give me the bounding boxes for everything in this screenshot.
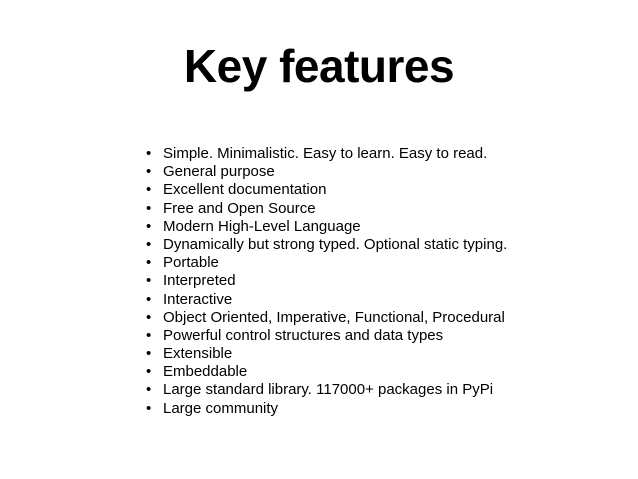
bullet-icon: • <box>146 235 152 253</box>
list-item <box>146 381 507 399</box>
bullet-icon: • <box>146 163 152 181</box>
list-item-text: Excellent documentation <box>163 181 327 199</box>
bullet-icon: • <box>146 254 152 272</box>
list-item-text: Modern High-Level Language <box>163 217 361 235</box>
bullet-icon: • <box>146 272 152 290</box>
list-item-text: Dynamically but strong typed. Optional static typing. <box>163 235 508 253</box>
list-item-text: Simple. Minimalistic. Easy to learn. Easy to read. <box>163 145 488 162</box>
list-item-text: Extensible <box>163 345 233 363</box>
list-item-text: Portable <box>163 254 219 272</box>
list-item-text: Powerful control structures and data types <box>163 326 444 344</box>
list-item <box>146 163 507 181</box>
list-item <box>146 400 507 418</box>
list-item <box>146 236 507 254</box>
bullet-icon: • <box>146 308 152 326</box>
list-item-text: General purpose <box>163 163 275 181</box>
bullet-icon: • <box>146 363 152 381</box>
bullet-list <box>146 145 507 418</box>
list-item <box>146 218 507 236</box>
list-item <box>146 327 507 345</box>
list-item-text: Free and Open Source <box>163 199 316 217</box>
list-item-text: Interactive <box>163 290 233 308</box>
list-item-text: Embeddable <box>163 363 248 381</box>
bullet-icon: • <box>146 399 152 417</box>
list-item <box>146 200 507 218</box>
list-item <box>146 363 507 381</box>
list-item <box>146 254 507 272</box>
bullet-icon: • <box>146 181 152 199</box>
list-item <box>146 309 507 327</box>
list-item <box>146 345 507 363</box>
list-item <box>146 291 507 309</box>
list-item-text: Large community <box>163 399 279 417</box>
list-item-text: Object Oriented, Imperative, Functional, Procedural <box>163 308 505 326</box>
bullet-icon: • <box>146 290 152 308</box>
slide-title: Key features <box>183 40 455 92</box>
list-item-text: Interpreted <box>163 272 236 290</box>
bullet-icon: • <box>146 145 152 162</box>
bullet-icon: • <box>146 326 152 344</box>
bullet-icon: • <box>146 217 152 235</box>
list-item-text: Large standard library. 117000+ packages in PyPi <box>163 381 494 399</box>
list-item <box>146 145 507 163</box>
list-item <box>146 272 507 290</box>
bullet-icon: • <box>146 199 152 217</box>
bullet-icon: • <box>146 381 152 399</box>
list-item <box>146 181 507 199</box>
bullet-icon: • <box>146 345 152 363</box>
